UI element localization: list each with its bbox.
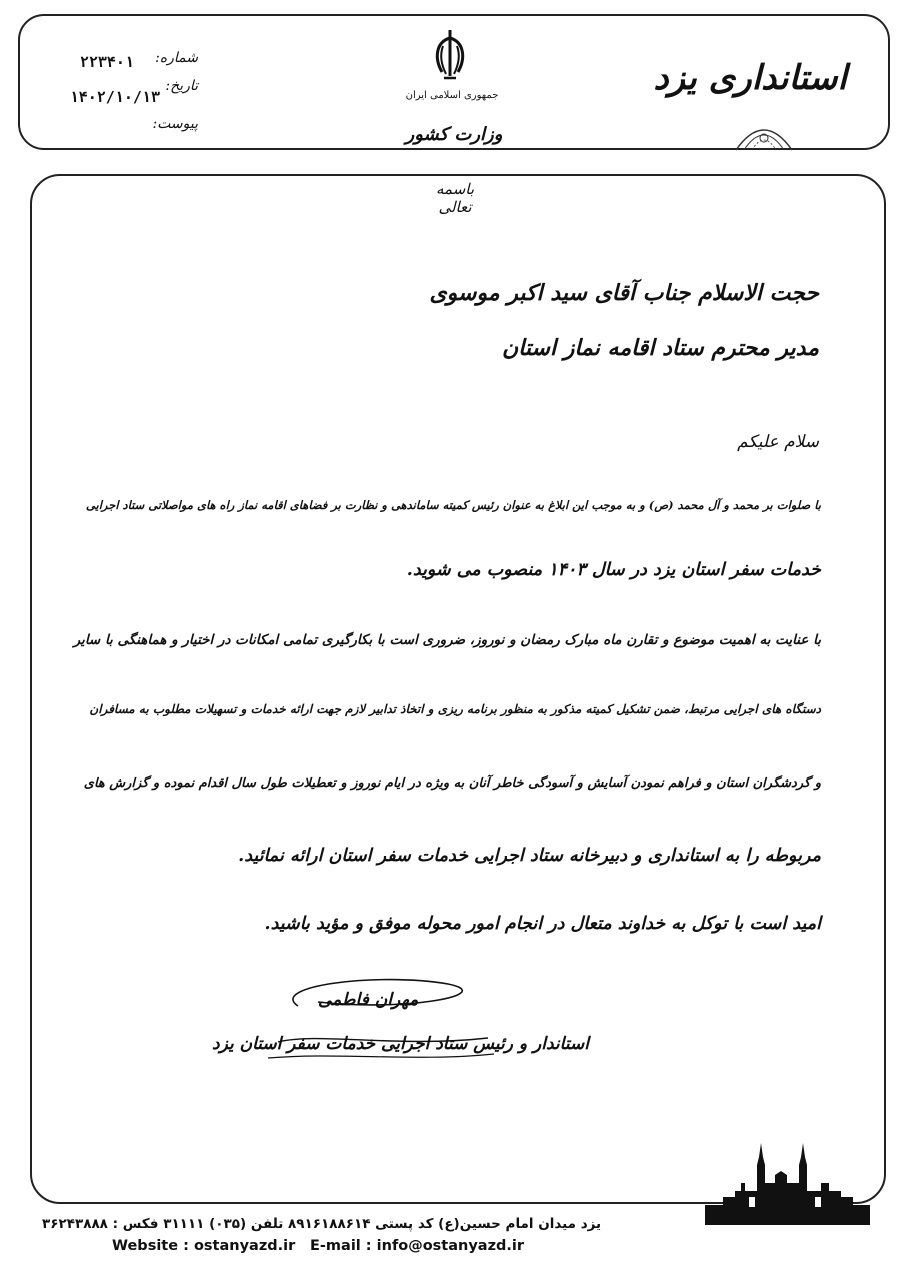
- body-line: مربوطه را به استانداری و دبیرخانه ستاد اجرایی خدمات سفر استان ارائه نمائید.: [238, 846, 821, 866]
- signature-title: استاندار و رئیس ستاد اجرایی خدمات سفر استان یزد: [212, 1034, 589, 1054]
- body-line: خدمات سفر استان یزد در سال ۱۴۰۳ منصوب می شوید.: [406, 560, 821, 580]
- iran-emblem-icon: [430, 28, 470, 82]
- jameh-mosque-skyline-icon: [705, 1135, 870, 1225]
- ministry-name: وزارت کشور: [405, 124, 503, 145]
- signature-scribble-icon: [258, 972, 498, 1072]
- body-line: و گردشگران استان و فراهم نمودن آسایش و آسودگی خاطر آنان به ویژه در ایام نوروز و تعطیلات طول سال اقدام نموده و گزارش های: [83, 776, 821, 791]
- date-value: ۱۴۰۲/۱۰/۱۳: [69, 88, 160, 106]
- addressee-title: مدیر محترم ستاد اقامه نماز استان: [502, 335, 819, 361]
- footer-email[interactable]: E-mail : info@ostanyazd.ir: [310, 1238, 525, 1254]
- greeting: سلام علیکم: [737, 432, 819, 452]
- body-line: با عنایت به اهمیت موضوع و تقارن ماه مبارک رمضان و نوروز، ضروری است با بکارگیری تمامی امکانات در اختیار و هماهنگی با سایر: [73, 632, 821, 648]
- footer-address: یزد میدان امام حسین(ع) کد پستی ۸۹۱۶۱۸۸۶۱۴ تلفن (۰۳۵) ۳۱۱۱۱ فکس : ۳۶۲۴۳۸۸۸: [42, 1216, 602, 1232]
- number-value: ۲۲۳۴۰۱: [79, 53, 134, 71]
- ornament-icon: [732, 116, 796, 152]
- body-line: دستگاه های اجرایی مرتبط، ضمن تشکیل کمیته مذکور به منظور برنامه ریزی و اتخاذ تدابیر لازم جهت ارائه خدمات و تسهیلات مطلوب به مسافران: [89, 702, 821, 716]
- date-label: تاریخ:: [165, 78, 198, 94]
- invocation: باسمه تعالی: [435, 180, 475, 216]
- addressee-name: حجت الاسلام جناب آقای سید اکبر موسوی: [429, 280, 819, 306]
- republic-name: جمهوری اسلامی ایران: [405, 90, 499, 101]
- body-line: با صلوات بر محمد و آل محمد (ص) و به موجب این ابلاغ به عنوان رئیس کمیته ساماندهی و نظارت بر فضاهای اقامه نماز راه های مواصلاتی ستاد اجرایی: [85, 498, 821, 512]
- attachment-label: پیوست:: [152, 116, 198, 132]
- signature-name: مهران فاطمی: [318, 990, 419, 1010]
- footer-website[interactable]: Website : ostanyazd.ir: [112, 1238, 296, 1254]
- number-label: شماره:: [155, 50, 198, 66]
- body-line: امید است با توکل به خداوند متعال در انجام امور محوله موفق و مؤید باشید.: [264, 914, 821, 934]
- organization-title: استانداری یزد: [653, 58, 847, 98]
